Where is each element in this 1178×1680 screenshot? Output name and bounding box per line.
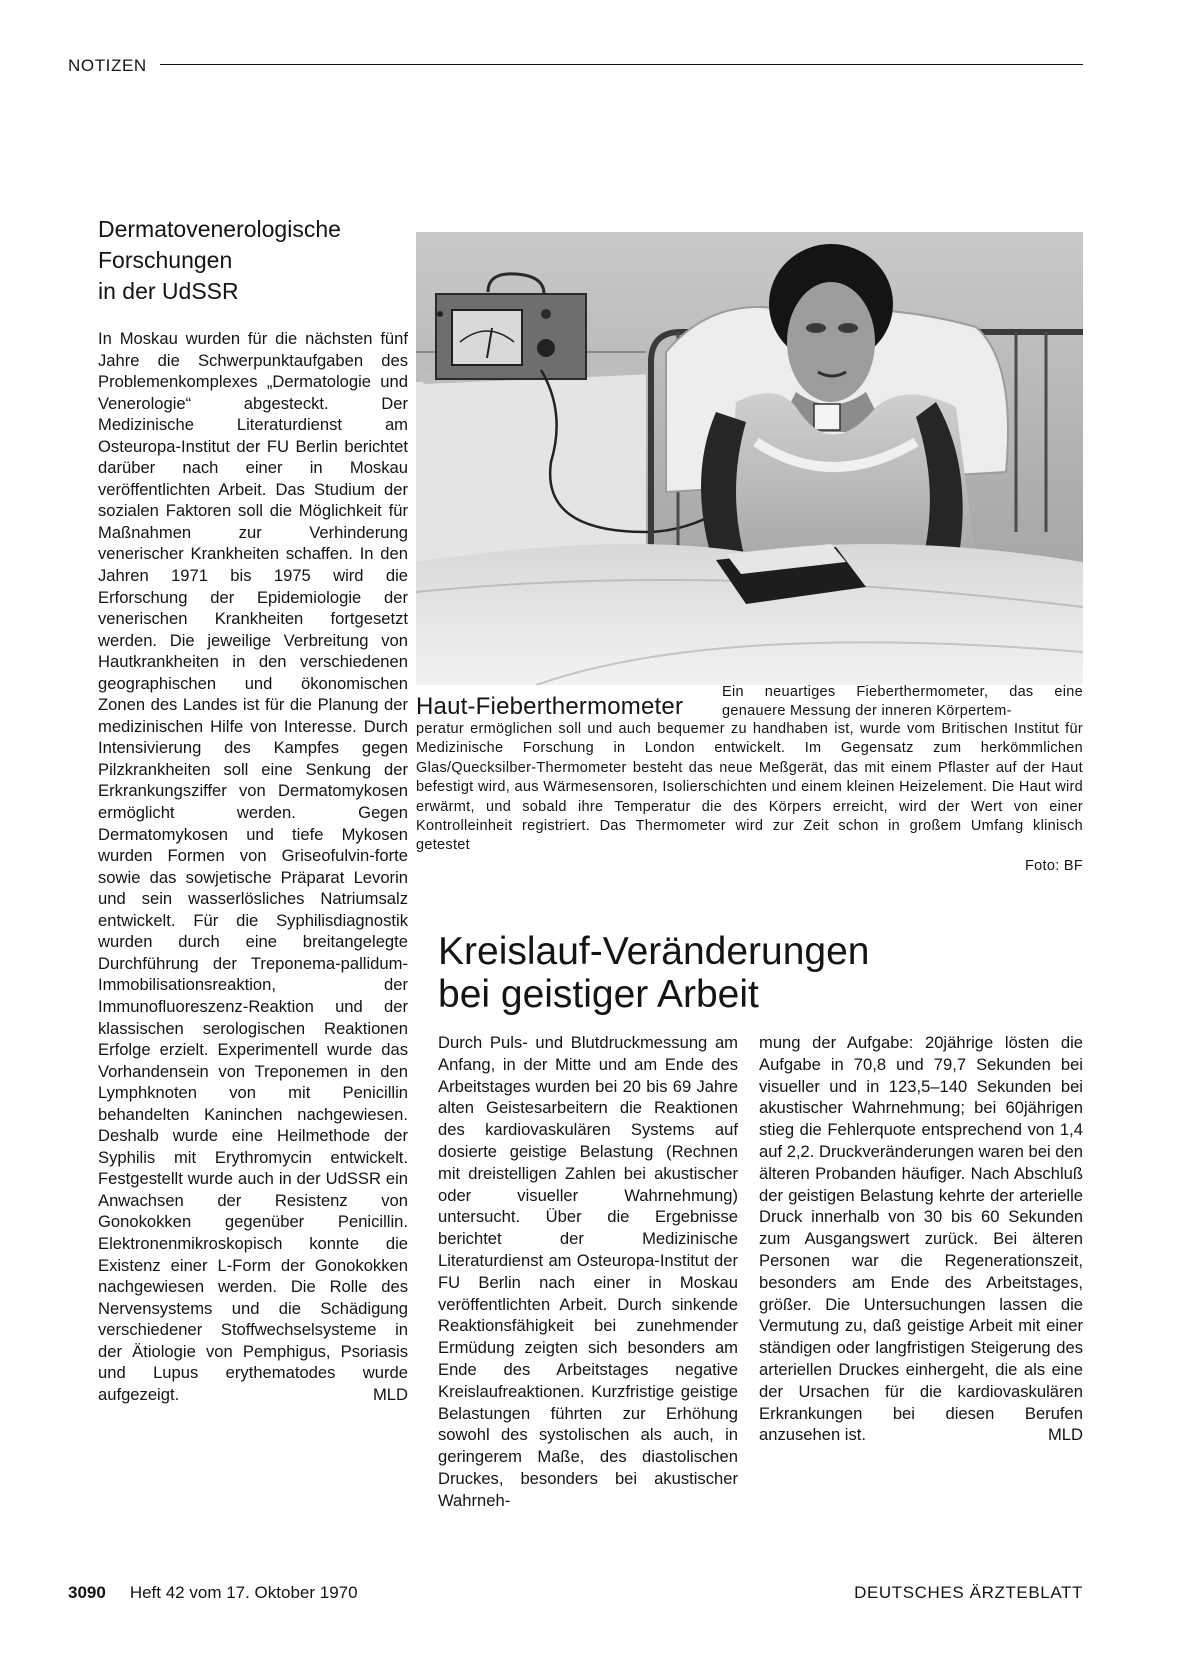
article2-column-2 [759,1032,1083,1446]
article2-title [438,930,1038,1016]
article1-text: In Moskau wurden für die nächsten fünf Jahre die Schwerpunktaufgaben des Problemenkomplexes „Dermatologie und Venerologie“ abgesteckt. Der Medizinische Literaturdienst am Osteuropa-Institut der FU Berlin berichtet darüber nach einer in Moskau veröffentlichten Arbeit. Das Studium der sozialen Faktoren soll die Möglichkeit für Maßnahmen zur Verhinderung venerischer Krankheiten schaffen. In den Jahren 1971 bis 1975 wird die Erforschung der Epidemiologie der venerischen Krankheiten fortgesetzt werden. Die jeweilige Verbreitung von Hautkrankheiten in den verschiedenen geographischen und ökonomischen Zonen des Landes ist für die Planung der medizinischen Hilfe von Interesse. Durch Intensivierung des Kampfes gegen Pilzkrankheiten soll eine Senkung der Erkrankungsziffer von Dermatomykosen ermöglicht werden. Gegen Dermatomykosen und tiefe Mykosen wurden Formen von Griseofulvin-forte sowie das sowjetische Präparat Levorin und sein wasserlösliches Natriumsalz entwickelt. Für die Syphilisdiagnostik wurden durch eine breitangelegte Durchführung der Treponema-pallidum-Immobilisationsreaktion, der Immunofluoreszenz-Reaktion und der klassischen serologischen Reaktionen Erfolge erzielt. Experimentell wurde das Vorhandensein von Treponemen in den Lymphknoten von mit Penicillin behandelten Kaninchen nachgewiesen. Deshalb wurde eine Heilmethode der Syphilis mit Erythromycin entwickelt. Festgestellt wurde auch in der UdSSR ein Anwachsen der Resistenz von Gonokokken gegenüber Penicillin. Elektronenmikroskopisch konnte die Existenz einer L-Form der Gonokokken nachgewiesen werden. Die Rolle des Nervensystems und die Schädigung verschiedener Stoffwechselsysteme in der Ätiologie von Pemphigus, Psoriasis und Lupus erythematodes wurde aufgezeigt. [98,329,408,1404]
photo [416,232,1083,685]
article1-title-line: Dermatovenerologische [98,216,341,242]
issue-info: Heft 42 vom 17. Oktober 1970 [129,1583,358,1602]
figure-caption-title: Haut-Fieberthermometer [416,693,684,720]
patient-photo-illustration [416,232,1083,685]
article1-signature: MLD [372,1384,408,1404]
article2-title-line: Kreislauf-Veränderungen [438,930,870,973]
article1-title-line: in der UdSSR [98,278,239,304]
article2-column-1: Durch Puls- und Blutdruckmessung am Anfang, in der Mitte und am Ende des Arbeitstages wurden bei 20 bis 69 Jahre alten Geistesarbeitern die Reaktionen des kardiovaskulären Systems auf dosierte geistige Belastung (Rechnen mit dreistelligen Zahlen bei akustischer oder visueller Wahrnehmung) untersucht. Über die Ergebnisse berichtet der Medizinische Literaturdienst am Osteuropa-Institut der FU Berlin nach einer in Moskau veröffentlichten Arbeit. Durch sinkende Reaktionsfähigkeit bei zunehmender Ermüdung zeigten sich besonders am Ende des Arbeitstages negative Kreislaufreaktionen. Kurzfristige geistige Belastungen führten zur Erhöhung sowohl des systolischen als auch, in geringerem Maße, des diastolischen Druckes, besonders bei akustischer Wahrneh- [438,1033,738,1510]
photo-credit: Foto: BF [1025,858,1083,874]
article2-title-line: bei geistiger Arbeit [438,973,759,1016]
article1-body [98,328,408,1405]
journal-name: DEUTSCHES ÄRZTEBLATT [854,1583,1083,1602]
figure-caption-first: Ein neuartiges Fieberthermometer, das eine genauere Messung der inneren Körpertem- [722,684,1083,719]
article1-title-line: Forschungen [98,247,233,273]
page-number: 3090 [68,1583,106,1602]
figure-caption-body: peratur ermöglichen soll und auch bequemer zu handhaben ist, wurde vom Britischen Institut für Medizinische Forschung in London entwickelt. Im Gegensatz zum herkömmlichen Glas/Quecksilber-Thermometer besteht das neue Meßgerät, das mit einem Pflaster auf der Haut befestigt wird, aus Wärmesensoren, Isolierschichten und einem kleinen Heizelement. Die Haut wird erwärmt, und sobald ihre Temperatur die des Körpers erreicht, wird der Wert von einer Kontrolleinheit registriert. Das Thermometer wird zur Zeit schon in großem Umfang klinisch getestet [416,721,1083,854]
running-head: NOTIZEN [68,56,147,75]
footer-left [68,1583,358,1603]
article1-title [98,214,418,307]
header-rule [160,64,1083,65]
article2-signature: MLD [1047,1425,1083,1445]
article2-column-2-text: mung der Aufgabe: 20jährige lösten die Aufgabe in 70,8 und 79,7 Sekunden bei visueller und in 123,5–140 Sekunden bei akustischer Wahrnehmung; bei 60jährigen stieg die Fehlerquote entsprechend von 1,4 auf 2,2. Druckveränderungen waren bei den älteren Probanden häufiger. Nach Abschluß der geistigen Belastung kehrte der arterielle Druck innerhalb von 30 bis 60 Sekunden zum Ausgangswert zurück. Bei älteren Personen war die Regenerationszeit, besonders am Ende des Arbeitstages, größer. Die Untersuchungen lassen die Vermutung zu, daß geistige Arbeit mit einer ständigen oder langfristigen Steigerung des arteriellen Druckes einhergeht, die als eine der Ursachen für die kardiovaskulären Erkrankungen bei diesen Berufen anzusehen ist. [759,1033,1083,1445]
